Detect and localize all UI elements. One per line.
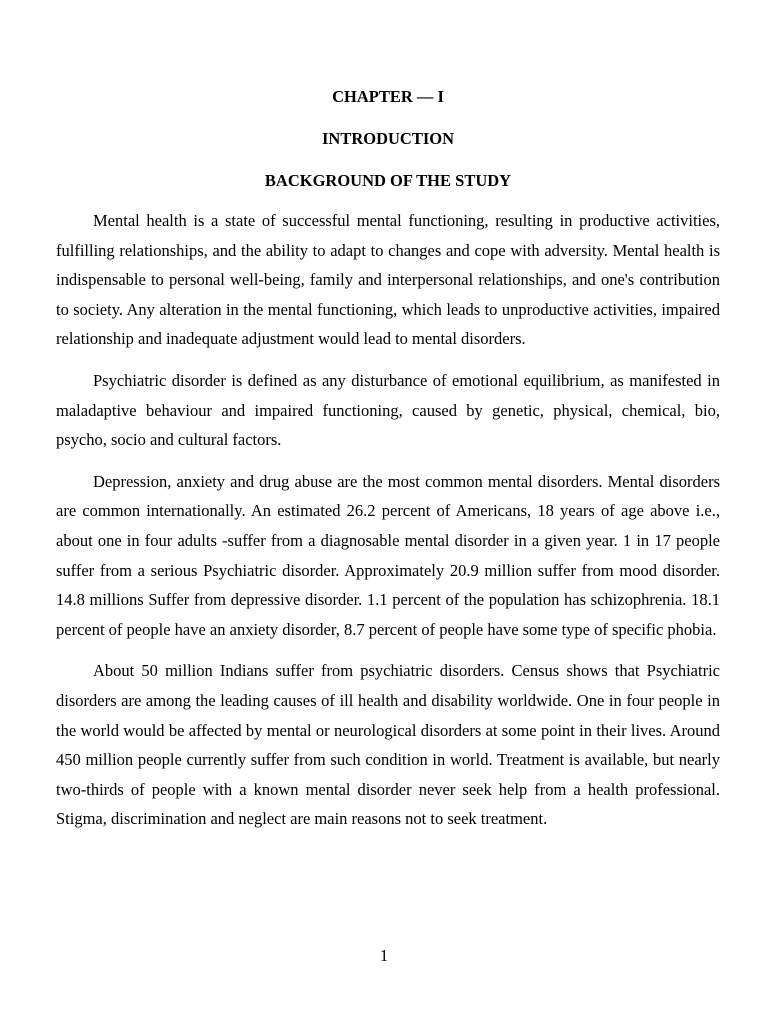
chapter-heading: CHAPTER — I — [332, 87, 444, 106]
paragraph-mental-health: Mental health is a state of successful mental functioning, resulting in productive activities, fulfilling relationships, and the ability to adapt to changes and cope with adversity. Mental health is indispensable to personal well-being, family and interpersonal relationships, and one's contribution to society. Any alteration in the mental functioning, which leads to unproductive activities, impaired relationship and inadequate adjustment would lead to mental disorders. — [56, 211, 720, 349]
paragraph-india-statistics: About 50 million Indians suffer from psychiatric disorders. Census shows that Psychiatric disorders are among the leading causes of ill health and disability worldwide. One in four people in the world would be affected by mental or neurological disorders at some point in their lives. Around 450 million people currently suffer from such condition in world. Treatment is available, but nearly two-thirds of people with a known mental disorder never seek help from a health professional. Stigma, discrimination and neglect are main reasons not to seek treatment. — [56, 661, 720, 829]
introduction-heading: INTRODUCTION — [321, 129, 455, 148]
document-page — [56, 84, 720, 834]
page-number: 1 — [379, 946, 389, 965]
background-heading: BACKGROUND OF THE STUDY — [264, 171, 512, 190]
paragraph-psychiatric-disorder: Psychiatric disorder is defined as any disturbance of emotional equilibrium, as manifested in maladaptive behaviour and impaired functioning, caused by genetic, physical, chemical, bio, psycho, socio and cultural factors. — [56, 370, 720, 450]
paragraph-common-disorders: Depression, anxiety and drug abuse are the most common mental disorders. Mental disorders are common internationally. An estimated 26.2 percent of Americans, 18 years of age above i.e., about one in four adults -suffer from a diagnosable mental disorder in a given year. 1 in 17 people suffer from a serious Psychiatric disorder. Approximately 20.9 million suffer from mood disorder. 14.8 millions Suffer from depressive disorder. 1.1 percent of the population has schizophrenia. 18.1 percent of people have an anxiety disorder, 8.7 percent of people have some type of specific phobia. — [56, 471, 720, 639]
